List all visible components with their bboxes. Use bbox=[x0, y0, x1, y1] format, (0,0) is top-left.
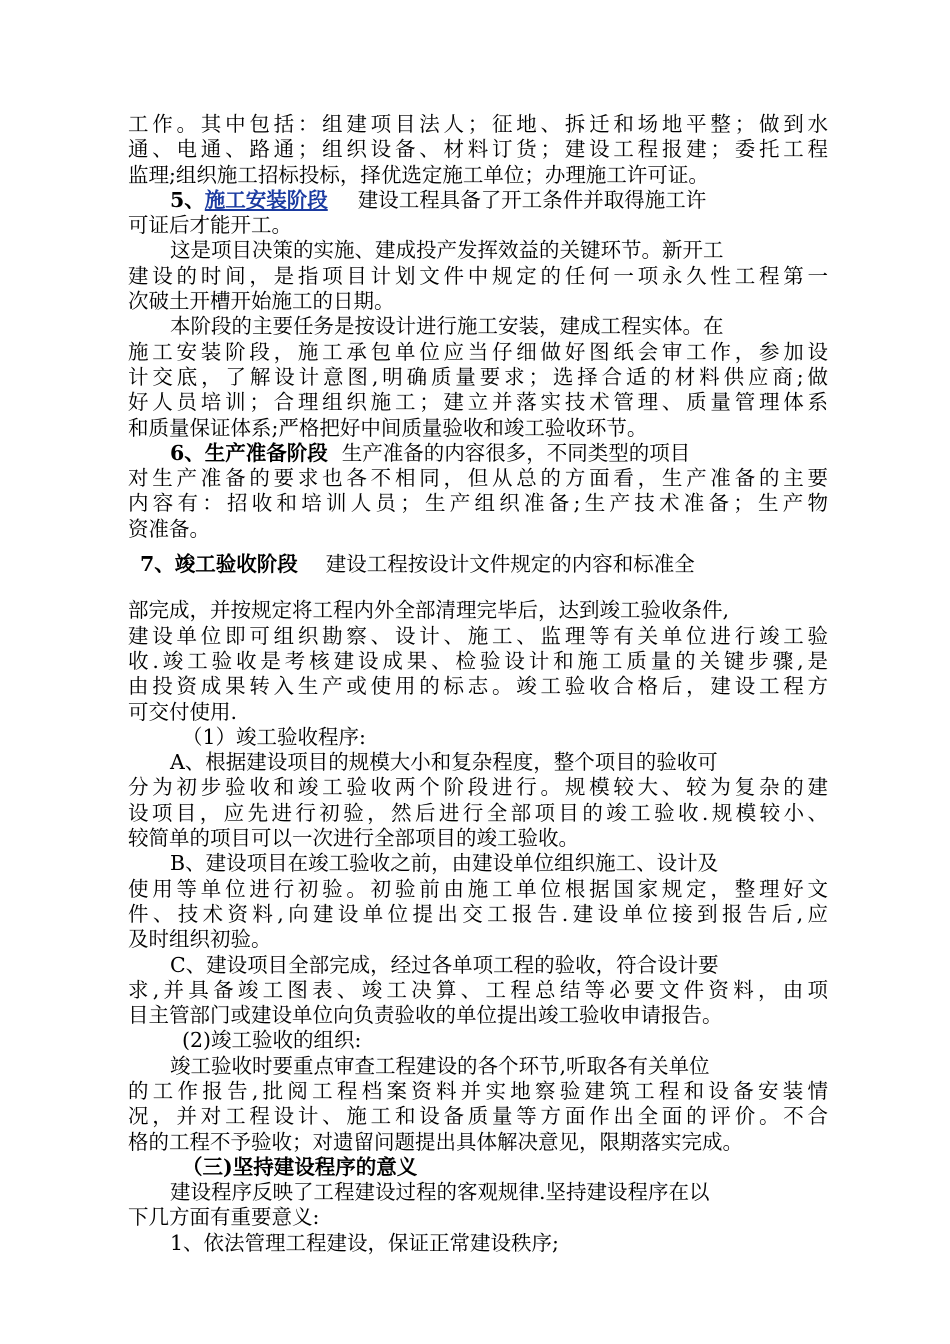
text-line: 建设的时间，是指项目计划文件中规定的任何一项永久性工程第一 bbox=[128, 263, 828, 288]
text-line: 下几方面有重要意义: bbox=[128, 1205, 320, 1230]
stage-6-title: 6、生产准备阶段 bbox=[170, 440, 328, 465]
text-line: 目主管部门或建设单位向负责验收的单位提出竣工验收申请报告。 bbox=[128, 1003, 723, 1028]
text-line: 监理;组织施工招标投标，择优选定施工单位；办理施工许可证。 bbox=[128, 162, 709, 187]
stage-7-title: 7、竣工验收阶段 bbox=[140, 552, 298, 577]
text-line: 部完成，并按规定将工程内外全部清理完毕后，达到竣工验收条件, bbox=[128, 598, 730, 623]
text-line: 分为初步验收和竣工验收两个阶段进行。规模较大、较为复杂的建 bbox=[128, 775, 828, 800]
text-line: 本阶段的主要任务是按设计进行施工安装，建成工程实体。在 bbox=[170, 314, 724, 339]
text-line: C、建设项目全部完成，经过各单项工程的验收，符合设计要 bbox=[170, 952, 719, 977]
text-line: 好人员培训；合理组织施工；建立并落实技术管理、质量管理体系 bbox=[128, 390, 828, 415]
text-line: 和质量保证体系;严格把好中间质量验收和竣工验收环节。 bbox=[128, 415, 648, 440]
text-line: 况，并对工程设计、施工和设备质量等方面作出全面的评价。不合 bbox=[128, 1104, 828, 1129]
spacer bbox=[128, 542, 828, 552]
text-line: 竣工验收时要重点审查工程建设的各个环节,听取各有关单位 bbox=[170, 1053, 710, 1078]
text-line: 求,并具备竣工图表、竣工决算、工程总结等必要文件资料，由项 bbox=[128, 977, 828, 1002]
text-line: 资准备。 bbox=[128, 516, 210, 541]
text-line: 件、技术资料,向建设单位提出交工报告.建设单位接到报告后,应 bbox=[128, 901, 828, 926]
text-line: 及时组织初验。 bbox=[128, 927, 272, 952]
stage-7-heading bbox=[128, 552, 828, 577]
text-line: 较简单的项目可以一次进行全部项目的竣工验收。 bbox=[128, 826, 579, 851]
stage-7-text: 建设工程按设计文件规定的内容和标准全 bbox=[325, 552, 695, 577]
text-line: 的工作报告,批阅工程档案资料并实地察验建筑工程和设备安装情 bbox=[128, 1078, 828, 1103]
text-line: 1、依法管理工程建设，保证正常建设秩序; bbox=[170, 1230, 559, 1255]
stage-6-heading bbox=[128, 441, 828, 466]
text-line: 可交付使用. bbox=[128, 699, 238, 724]
stage-5-heading bbox=[128, 188, 828, 213]
stage-5-link[interactable]: 施工安装阶段 bbox=[204, 187, 328, 212]
text-line: 使用等单位进行初验。初验前由施工单位根据国家规定，整理好文 bbox=[128, 876, 828, 901]
text-line: 收.竣工验收是考核建设成果、检验设计和施工质量的关键步骤,是 bbox=[128, 648, 828, 673]
text-line: 格的工程不予验收；对遗留问题提出具体解决意见，限期落实完成。 bbox=[128, 1129, 743, 1154]
text-line: 次破土开槽开始施工的日期。 bbox=[128, 289, 395, 314]
text-line: 可证后才能开工。 bbox=[128, 213, 292, 238]
text-line: 施工安装阶段，施工承包单位应当仔细做好图纸会审工作，参加设 bbox=[128, 339, 828, 364]
text-line: 建设程序反映了工程建设过程的客观规律.坚持建设程序在以 bbox=[170, 1180, 710, 1205]
text-line: 工作。其中包括：组建项目法人；征地、拆迁和场地平整；做到水 bbox=[128, 112, 828, 136]
text-line: 通、电通、路通；组织设备、材料订货；建设工程报建；委托工程 bbox=[128, 137, 828, 162]
text-line: 计交底，了解设计意图,明确质量要求；选择合适的材料供应商;做 bbox=[128, 364, 828, 389]
document-page bbox=[128, 112, 828, 1256]
subheading-acceptance-procedure: （1）竣工验收程序: bbox=[182, 724, 366, 749]
text-line: 内容有：招收和培训人员；生产组织准备;生产技术准备；生产物 bbox=[128, 491, 828, 516]
stage-5-number: 5、 bbox=[170, 187, 205, 212]
subheading-acceptance-organization: (2)竣工验收的组织: bbox=[182, 1028, 362, 1053]
spacer bbox=[128, 577, 828, 598]
stage-5-text: 建设工程具备了开工条件并取得施工许 bbox=[357, 187, 707, 212]
text-line: 设项目，应先进行初验，然后进行全部项目的竣工验收.规模较小、 bbox=[128, 800, 828, 825]
text-line: 这是项目决策的实施、建成投产发挥效益的关键环节。新开工 bbox=[170, 238, 724, 263]
stage-6-text: 生产准备的内容很多，不同类型的项目 bbox=[341, 440, 691, 465]
text-line: 由投资成果转入生产或使用的标志。竣工验收合格后，建设工程方 bbox=[128, 674, 828, 699]
section-3-heading: （三)坚持建设程序的意义 bbox=[182, 1154, 418, 1179]
text-line: 建设单位即可组织勘察、设计、施工、监理等有关单位进行竣工验 bbox=[128, 623, 828, 648]
text-line: A、根据建设项目的规模大小和复杂程度，整个项目的验收可 bbox=[170, 750, 718, 775]
text-line: 对生产准备的要求也各不相同，但从总的方面看，生产准备的主要 bbox=[128, 466, 828, 491]
text-line: B、建设项目在竣工验收之前，由建设单位组织施工、设计及 bbox=[170, 851, 719, 876]
